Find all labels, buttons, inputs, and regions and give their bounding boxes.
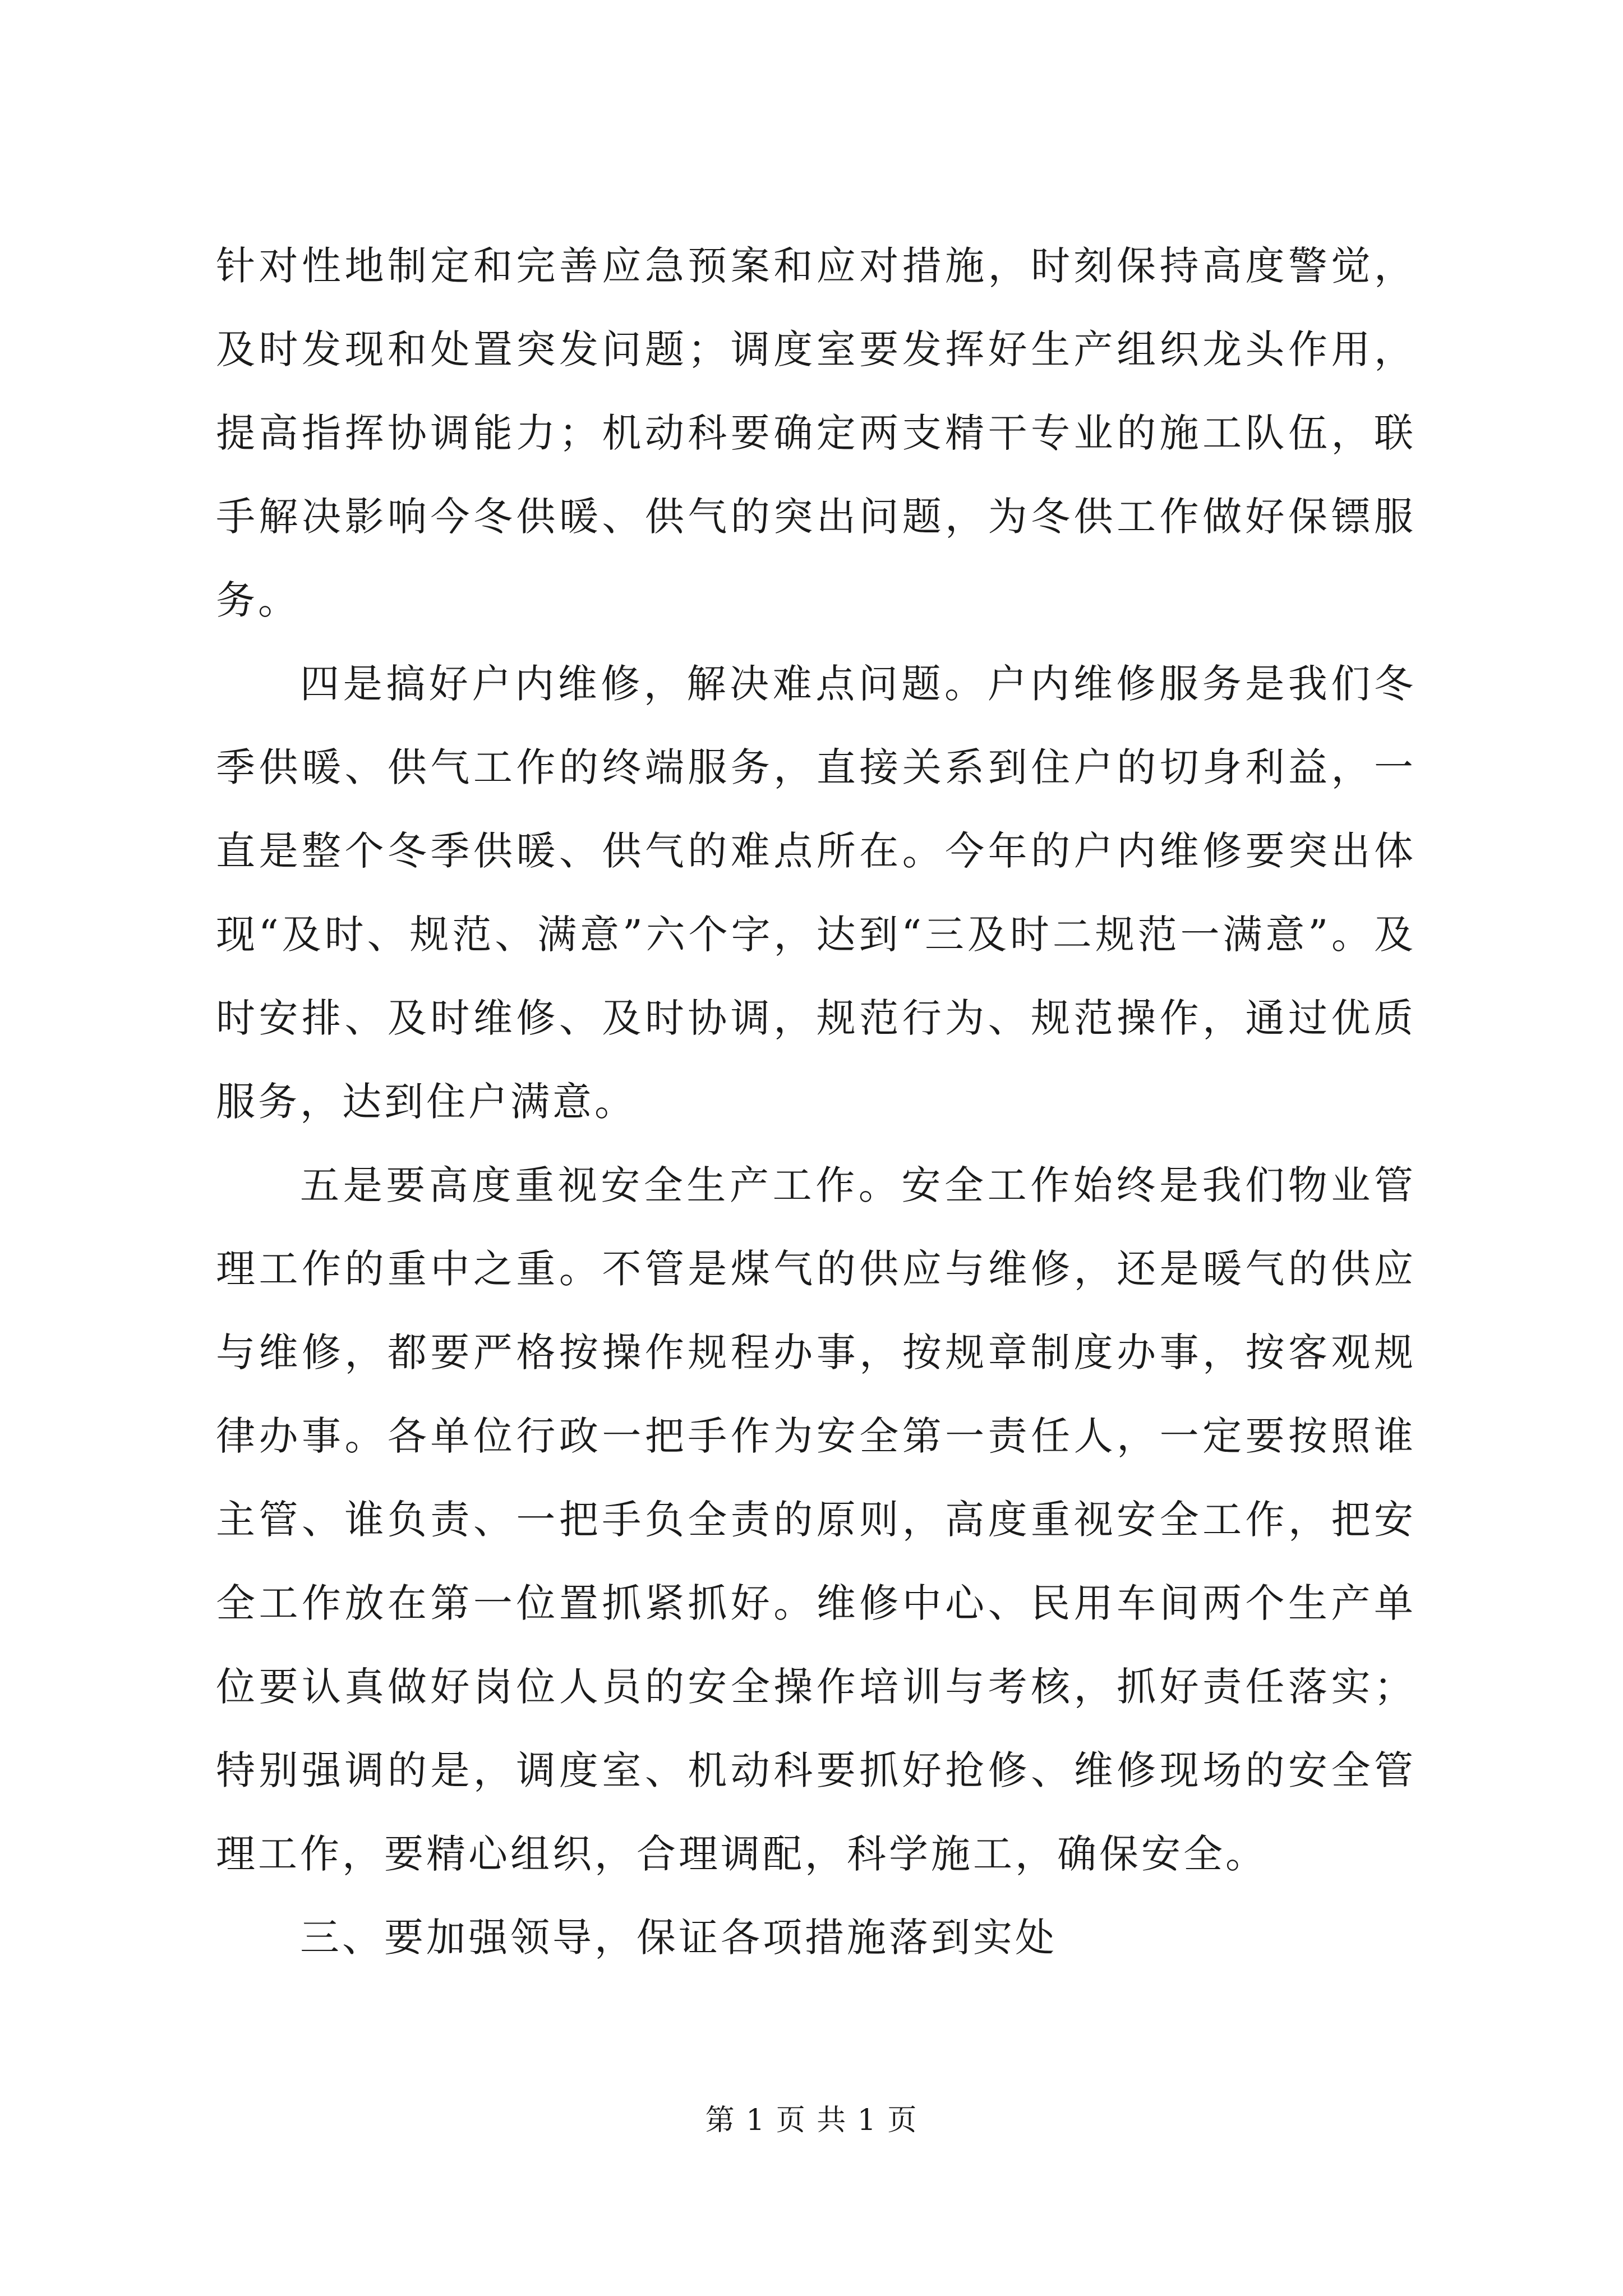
page-footer: 第 1 页 共 1 页 — [705, 2104, 918, 2137]
document-body — [216, 224, 1416, 1980]
paragraph-indoor-maintenance: 四是搞好户内维修，解决难点问题。户内维修服务是我们冬季供暖、供气工作的终端服务，直接关系到住户的切身利益，一直是整个冬季供暖、供气的难点所在。今年的户内维修要突出体现“及时、规范、满意”六个字，达到“三及时二规范一满意”。及时安排、及时维修、及时协调，规范行为、规范操作，通过优质服务，达到住户满意。 — [216, 661, 1416, 1125]
paragraph-continuation: 针对性地制定和完善应急预案和应对措施，时刻保持高度警觉，及时发现和处置突发问题；调度室要发挥好生产组织龙头作用，提高指挥协调能力；机动科要确定两支精干专业的施工队伍，联手解决影响今冬供暖、供气的突出问题，为冬供工作做好保镖服务。 — [216, 243, 1416, 623]
section-heading: 三、要加强领导，保证各项措施落到实处 — [300, 1915, 1057, 1961]
paragraph-safety-production: 五是要高度重视安全生产工作。安全工作始终是我们物业管理工作的重中之重。不管是煤气的供应与维修，还是暖气的供应与维修，都要严格按操作规程办事，按规章制度办事，按客观规律办事。各单位行政一把手作为安全第一责任人，一定要按照谁主管、谁负责、一把手负全责的原则，高度重视安全工作，把安全工作放在第一位置抓紧抓好。维修中心、民用车间两个生产单位要认真做好岗位人员的安全操作培训与考核，抓好责任落实；特别强调的是，调度室、机动科要抓好抢修、维修现场的安全管理工作，要精心组织，合理调配，科学施工，确保安全。 — [216, 1162, 1416, 1877]
